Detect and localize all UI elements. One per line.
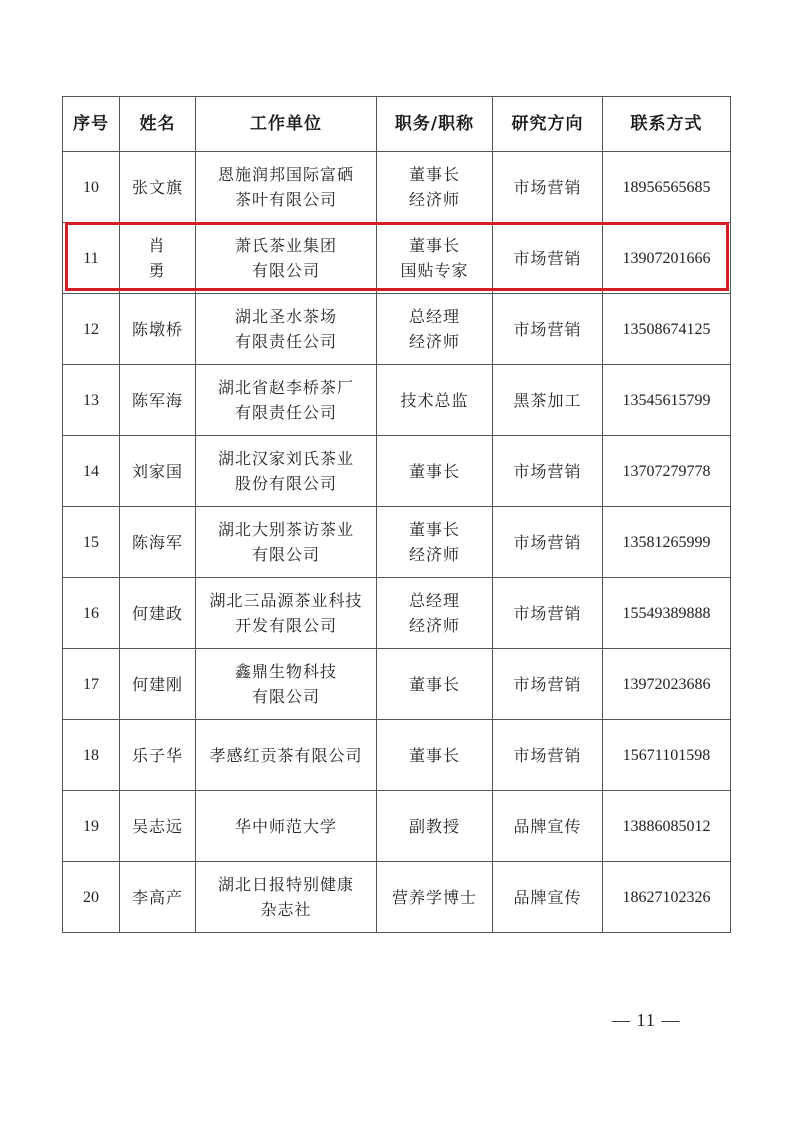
- person-name: 刘家国: [120, 436, 196, 507]
- row-number: 10: [63, 152, 120, 223]
- header-name: 姓名: [120, 97, 196, 152]
- phone-number: 13907201666: [603, 223, 731, 294]
- job-title-line: 经济师: [408, 616, 460, 635]
- job-title: [377, 223, 493, 294]
- work-unit: [196, 578, 377, 649]
- row-number: 17: [63, 649, 120, 720]
- work-unit-line: 股份有限公司: [234, 474, 337, 493]
- phone-number: 13545615799: [603, 365, 731, 436]
- person-name: 陈墩桥: [120, 294, 196, 365]
- work-unit-line: 有限公司: [251, 261, 320, 280]
- person-name: 陈海军: [120, 507, 196, 578]
- work-unit: [196, 365, 377, 436]
- job-title-line: 经济师: [408, 190, 460, 209]
- table-row: [63, 578, 731, 649]
- work-unit-line: 杂志社: [260, 900, 312, 919]
- research-field: 市场营销: [493, 578, 603, 649]
- job-title-line: 董事长: [408, 236, 460, 255]
- work-unit-line: 有限责任公司: [234, 332, 337, 351]
- table-row: [63, 436, 731, 507]
- row-number: 20: [63, 862, 120, 933]
- table-row: [63, 649, 731, 720]
- job-title-line: 总经理: [408, 307, 460, 326]
- person-name: 肖 勇: [120, 223, 196, 294]
- header-title: 职务/职称: [377, 97, 493, 152]
- research-field: 市场营销: [493, 507, 603, 578]
- work-unit-line: 开发有限公司: [234, 616, 337, 635]
- work-unit-line: 湖北省赵李桥茶厂: [217, 378, 354, 397]
- job-title: [377, 578, 493, 649]
- job-title-line: 技术总监: [400, 390, 469, 410]
- work-unit-line: 鑫鼎生物科技: [234, 662, 337, 681]
- page-number: — 11 —: [612, 1010, 681, 1030]
- table-header: [63, 97, 731, 152]
- work-unit: [196, 294, 377, 365]
- row-number: 16: [63, 578, 120, 649]
- work-unit-line: 华中师范大学: [234, 816, 337, 836]
- phone-number: 18627102326: [603, 862, 731, 933]
- table-row: [63, 152, 731, 223]
- work-unit-line: 湖北三品源茶业科技: [209, 591, 363, 610]
- table-row: [63, 223, 731, 294]
- row-number: 15: [63, 507, 120, 578]
- job-title-line: 国贴专家: [400, 261, 469, 280]
- work-unit-line: 茶叶有限公司: [234, 190, 337, 209]
- job-title: [377, 720, 493, 791]
- job-title: [377, 649, 493, 720]
- job-title-line: 董事长: [408, 520, 460, 539]
- table-row: [63, 862, 731, 933]
- header-field: 研究方向: [493, 97, 603, 152]
- work-unit-line: 孝感红贡茶有限公司: [209, 745, 363, 765]
- header-no: 序号: [63, 97, 120, 152]
- work-unit: [196, 862, 377, 933]
- work-unit: [196, 223, 377, 294]
- work-unit-line: 有限公司: [251, 687, 320, 706]
- phone-number: 15549389888: [603, 578, 731, 649]
- header-unit: 工作单位: [196, 97, 377, 152]
- job-title-line: 董事长: [408, 674, 460, 694]
- person-name: 乐子华: [120, 720, 196, 791]
- work-unit-line: 湖北日报特别健康: [217, 875, 354, 894]
- person-name: 何建刚: [120, 649, 196, 720]
- phone-number: 13972023686: [603, 649, 731, 720]
- job-title: [377, 862, 493, 933]
- research-field: 市场营销: [493, 720, 603, 791]
- work-unit: [196, 507, 377, 578]
- research-field: 市场营销: [493, 152, 603, 223]
- phone-number: 13886085012: [603, 791, 731, 862]
- work-unit-line: 湖北圣水茶场: [234, 307, 337, 326]
- job-title-line: 董事长: [408, 461, 460, 481]
- job-title: [377, 507, 493, 578]
- job-title: [377, 294, 493, 365]
- phone-number: 13508674125: [603, 294, 731, 365]
- work-unit: [196, 720, 377, 791]
- row-number: 12: [63, 294, 120, 365]
- job-title-line: 经济师: [408, 332, 460, 351]
- table-row: [63, 791, 731, 862]
- phone-number: 18956565685: [603, 152, 731, 223]
- research-field: 黑茶加工: [493, 365, 603, 436]
- person-name: 李高产: [120, 862, 196, 933]
- table-row: [63, 294, 731, 365]
- person-name: 张文旗: [120, 152, 196, 223]
- job-title-line: 营养学博士: [391, 887, 477, 907]
- research-field: 品牌宣传: [493, 791, 603, 862]
- work-unit: [196, 649, 377, 720]
- person-name: 何建政: [120, 578, 196, 649]
- job-title-line: 董事长: [408, 165, 460, 184]
- job-title-line: 副教授: [408, 816, 460, 836]
- phone-number: 13707279778: [603, 436, 731, 507]
- expert-table: [62, 96, 731, 933]
- work-unit: [196, 791, 377, 862]
- phone-number: 15671101598: [603, 720, 731, 791]
- row-number: 14: [63, 436, 120, 507]
- job-title: [377, 791, 493, 862]
- job-title-line: 经济师: [408, 545, 460, 564]
- work-unit: [196, 436, 377, 507]
- row-number: 13: [63, 365, 120, 436]
- research-field: 品牌宣传: [493, 862, 603, 933]
- header-contact: 联系方式: [603, 97, 731, 152]
- research-field: 市场营销: [493, 649, 603, 720]
- work-unit-line: 湖北大别茶访茶业: [217, 520, 354, 539]
- work-unit-line: 有限公司: [251, 545, 320, 564]
- job-title-line: 总经理: [408, 591, 460, 610]
- row-number: 11: [63, 223, 120, 294]
- job-title: [377, 152, 493, 223]
- research-field: 市场营销: [493, 294, 603, 365]
- job-title: [377, 436, 493, 507]
- header-row: [63, 97, 731, 152]
- work-unit-line: 有限责任公司: [234, 403, 337, 422]
- phone-number: 13581265999: [603, 507, 731, 578]
- work-unit-line: 恩施润邦国际富硒: [217, 165, 354, 184]
- row-number: 19: [63, 791, 120, 862]
- person-name: 吴志远: [120, 791, 196, 862]
- work-unit-line: 萧氏茶业集团: [234, 236, 337, 255]
- person-name: 陈军海: [120, 365, 196, 436]
- work-unit: [196, 152, 377, 223]
- table-row: [63, 507, 731, 578]
- table-body: [63, 152, 731, 933]
- research-field: 市场营销: [493, 436, 603, 507]
- table-row: [63, 365, 731, 436]
- row-number: 18: [63, 720, 120, 791]
- table-row: [63, 720, 731, 791]
- job-title: [377, 365, 493, 436]
- job-title-line: 董事长: [408, 745, 460, 765]
- work-unit-line: 湖北汉家刘氏茶业: [217, 449, 354, 468]
- research-field: 市场营销: [493, 223, 603, 294]
